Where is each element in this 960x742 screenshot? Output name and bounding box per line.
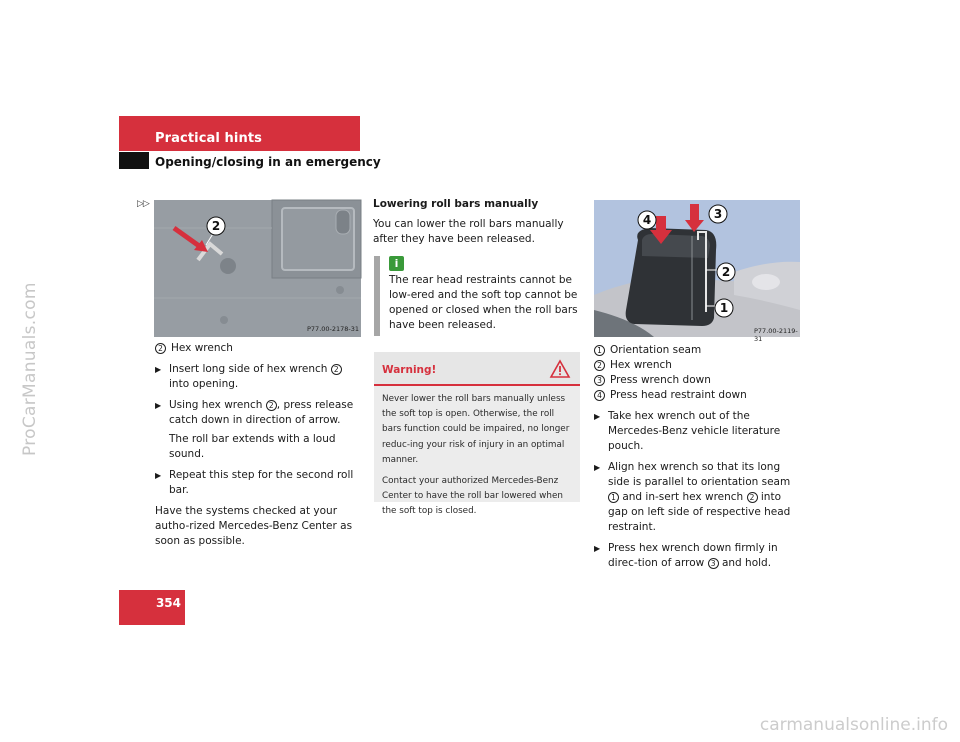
- result-note: The roll bar extends with a loud sound.: [169, 433, 336, 460]
- step-text: and hold.: [721, 557, 772, 569]
- step-text: and in-sert hex wrench: [622, 491, 744, 503]
- info-text: The rear head restraints cannot be low-ered and the soft top cannot be opened or closed when the roll bars have been released.: [389, 274, 578, 331]
- bullet-arrow-icon: ▶: [155, 471, 162, 480]
- inline-number: 1: [608, 492, 619, 503]
- bullet-arrow-icon: ▶: [155, 365, 162, 374]
- right-illustration: [594, 200, 800, 337]
- inline-number: 2: [266, 400, 277, 411]
- warning-title: Warning!: [382, 364, 437, 376]
- instruction-step: [155, 468, 365, 498]
- side-watermark: ProCarManuals.com: [20, 282, 40, 456]
- closing-paragraph: Have the systems checked at your autho-rized Mercedes-Benz Center as soon as possible.: [155, 505, 353, 547]
- legend-item: [594, 358, 804, 373]
- bullet-arrow-icon: ▶: [594, 412, 601, 421]
- legend-number: 4: [594, 390, 605, 401]
- warning-triangle-icon: [550, 360, 570, 378]
- bullet-arrow-icon: ▶: [594, 544, 601, 553]
- legend-number: 2: [594, 360, 605, 371]
- right-callout-1: 1: [719, 301, 729, 315]
- step-text: Take hex wrench out of the Mercedes-Benz vehicle literature pouch.: [608, 410, 781, 452]
- right-callout-2: 2: [721, 265, 731, 279]
- warning-box: [374, 352, 580, 517]
- legend-item: [594, 388, 804, 403]
- left-callout-2: 2: [211, 219, 221, 233]
- step-text: into opening.: [169, 378, 239, 390]
- step-text: Repeat this step for the second roll bar.: [169, 469, 354, 496]
- info-icon: i: [389, 256, 404, 271]
- header-marker: [119, 152, 149, 169]
- warning-paragraph: Contact your authorized Mercedes-Benz Center to have the roll bar lowered when the soft top is closed.: [382, 476, 563, 517]
- legend-text: Orientation seam: [610, 344, 702, 356]
- legend-item: [594, 343, 804, 358]
- step-text: into gap on left side of respective head restraint.: [608, 491, 791, 533]
- legend-text: Hex wrench: [610, 359, 672, 371]
- instruction-step: [594, 460, 804, 535]
- legend-text: Press head restraint down: [610, 389, 747, 401]
- left-image-caption: P77.00-2178-31: [307, 325, 360, 333]
- hex-wrench-release-image: [154, 200, 361, 337]
- instruction-step: [155, 398, 365, 428]
- step-text: , press release catch down in direction of arrow.: [169, 399, 354, 426]
- right-callout-4: 4: [642, 213, 652, 227]
- left-illustration: [154, 200, 361, 337]
- section-title: Practical hints: [155, 131, 262, 146]
- right-image-caption: P77.00-2119-31: [754, 327, 798, 343]
- bullet-arrow-icon: ▶: [594, 463, 601, 472]
- info-bar: [374, 256, 380, 336]
- step-text: Insert long side of hex wrench: [169, 363, 328, 375]
- warning-paragraph: Never lower the roll bars manually unless the soft top is open. Otherwise, the roll bars function could be impaired, no longer reduc-ing your risk of injury in an optimal manner.: [382, 394, 570, 465]
- sub-heading: Lowering roll bars manually: [373, 198, 539, 210]
- continued-marker: ▷▷: [137, 199, 149, 209]
- legend-number: 2: [155, 343, 166, 354]
- step-text: Using hex wrench: [169, 399, 263, 411]
- inline-number: 2: [747, 492, 758, 503]
- right-callout-3: 3: [713, 207, 723, 221]
- instruction-step: [594, 409, 804, 454]
- bottom-watermark: carmanualsonline.info: [759, 715, 948, 735]
- bullet-arrow-icon: ▶: [155, 401, 162, 410]
- legend-number: 1: [594, 345, 605, 356]
- head-restraint-image: [594, 200, 800, 343]
- page-number: 354: [155, 596, 181, 610]
- inline-number: 3: [708, 558, 719, 569]
- inline-number: 2: [331, 364, 342, 375]
- step-text: Align hex wrench so that its long side is parallel to orientation seam: [608, 461, 791, 488]
- instruction-step: [155, 362, 365, 392]
- legend-item: [594, 373, 804, 388]
- legend-text: Press wrench down: [610, 374, 711, 386]
- legend-number: 3: [594, 375, 605, 386]
- section-subtitle: Opening/closing in an emergency: [155, 155, 381, 169]
- legend-text: Hex wrench: [171, 342, 233, 354]
- warning-body: [382, 392, 576, 520]
- left-column: [155, 341, 365, 549]
- instruction-step: [594, 541, 804, 571]
- step-text: Press hex wrench down firmly in direc-tion of arrow: [608, 542, 778, 569]
- intro-paragraph: You can lower the roll bars manually after they have been released.: [373, 218, 564, 245]
- right-column: [594, 343, 804, 571]
- legend-item: [155, 341, 365, 356]
- warning-header: [374, 352, 580, 386]
